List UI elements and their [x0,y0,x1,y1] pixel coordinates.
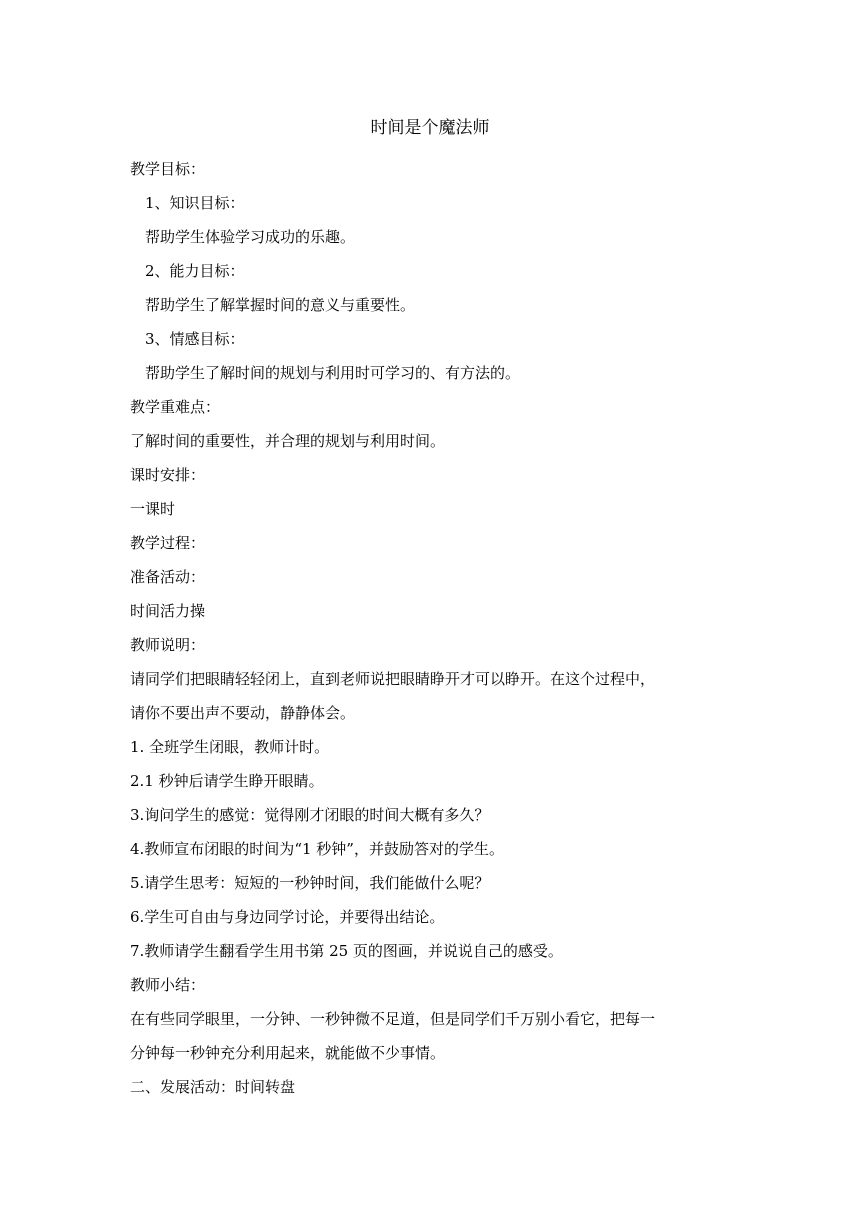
step-3: 3.询问学生的感觉：觉得刚才闭眼的时间大概有多久？ [130,806,490,824]
teacher-summary-text-1: 在有些同学眼里，一分钟、一秒钟微不足道，但是同学们千万别小看它，把每一 [130,1010,656,1028]
key-points-text: 了解时间的重要性，并合理的规划与利用时间。 [130,432,446,450]
ability-goal-text: 帮助学生了解掌握时间的意义与重要性。 [145,296,416,314]
heading-development-activity: 二、发展活动：时间转盘 [130,1078,296,1096]
document-title: 时间是个魔法师 [370,118,490,138]
heading-process: 教学过程： [130,534,206,552]
teacher-note-text-2: 请你不要出声不要动，静静体会。 [130,704,356,722]
step-4: 4.教师宣布闭眼的时间为“1 秒钟”，并鼓励答对的学生。 [130,840,504,858]
heading-teacher-note: 教师说明： [130,636,206,654]
heading-schedule: 课时安排： [130,466,206,484]
step-7: 7.教师请学生翻看学生用书第 25 页的图画，并说说自己的感受。 [130,942,563,960]
teacher-note-text-1: 请同学们把眼睛轻轻闭上，直到老师说把眼睛睁开才可以睁开。在这个过程中， [130,670,656,688]
knowledge-goal-text: 帮助学生体验学习成功的乐趣。 [145,228,356,246]
emotion-goal-text: 帮助学生了解时间的规划与利用时可学习的、有方法的。 [145,364,521,382]
step-5: 5.请学生思考：短短的一秒钟时间，我们能做什么呢？ [130,874,490,892]
heading-prep-activity: 准备活动： [130,568,206,586]
ability-goal-label: 2、能力目标： [145,262,245,280]
teacher-summary-text-2: 分钟每一秒钟充分利用起来，就能做不少事情。 [130,1044,446,1062]
step-1: 1. 全班学生闭眼，教师计时。 [130,738,330,756]
emotion-goal-label: 3、情感目标： [145,330,245,348]
document-body [130,152,730,1104]
prep-activity-name: 时间活力操 [130,602,206,620]
step-2: 2.1 秒钟后请学生睁开眼睛。 [130,772,324,790]
knowledge-goal-label: 1、知识目标： [145,194,245,212]
heading-teacher-summary: 教师小结： [130,976,206,994]
heading-teaching-goals: 教学目标： [130,160,206,178]
schedule-text: 一课时 [130,500,176,518]
heading-key-points: 教学重难点： [130,398,221,416]
step-6: 6.学生可自由与身边同学讨论，并要得出结论。 [130,908,445,926]
